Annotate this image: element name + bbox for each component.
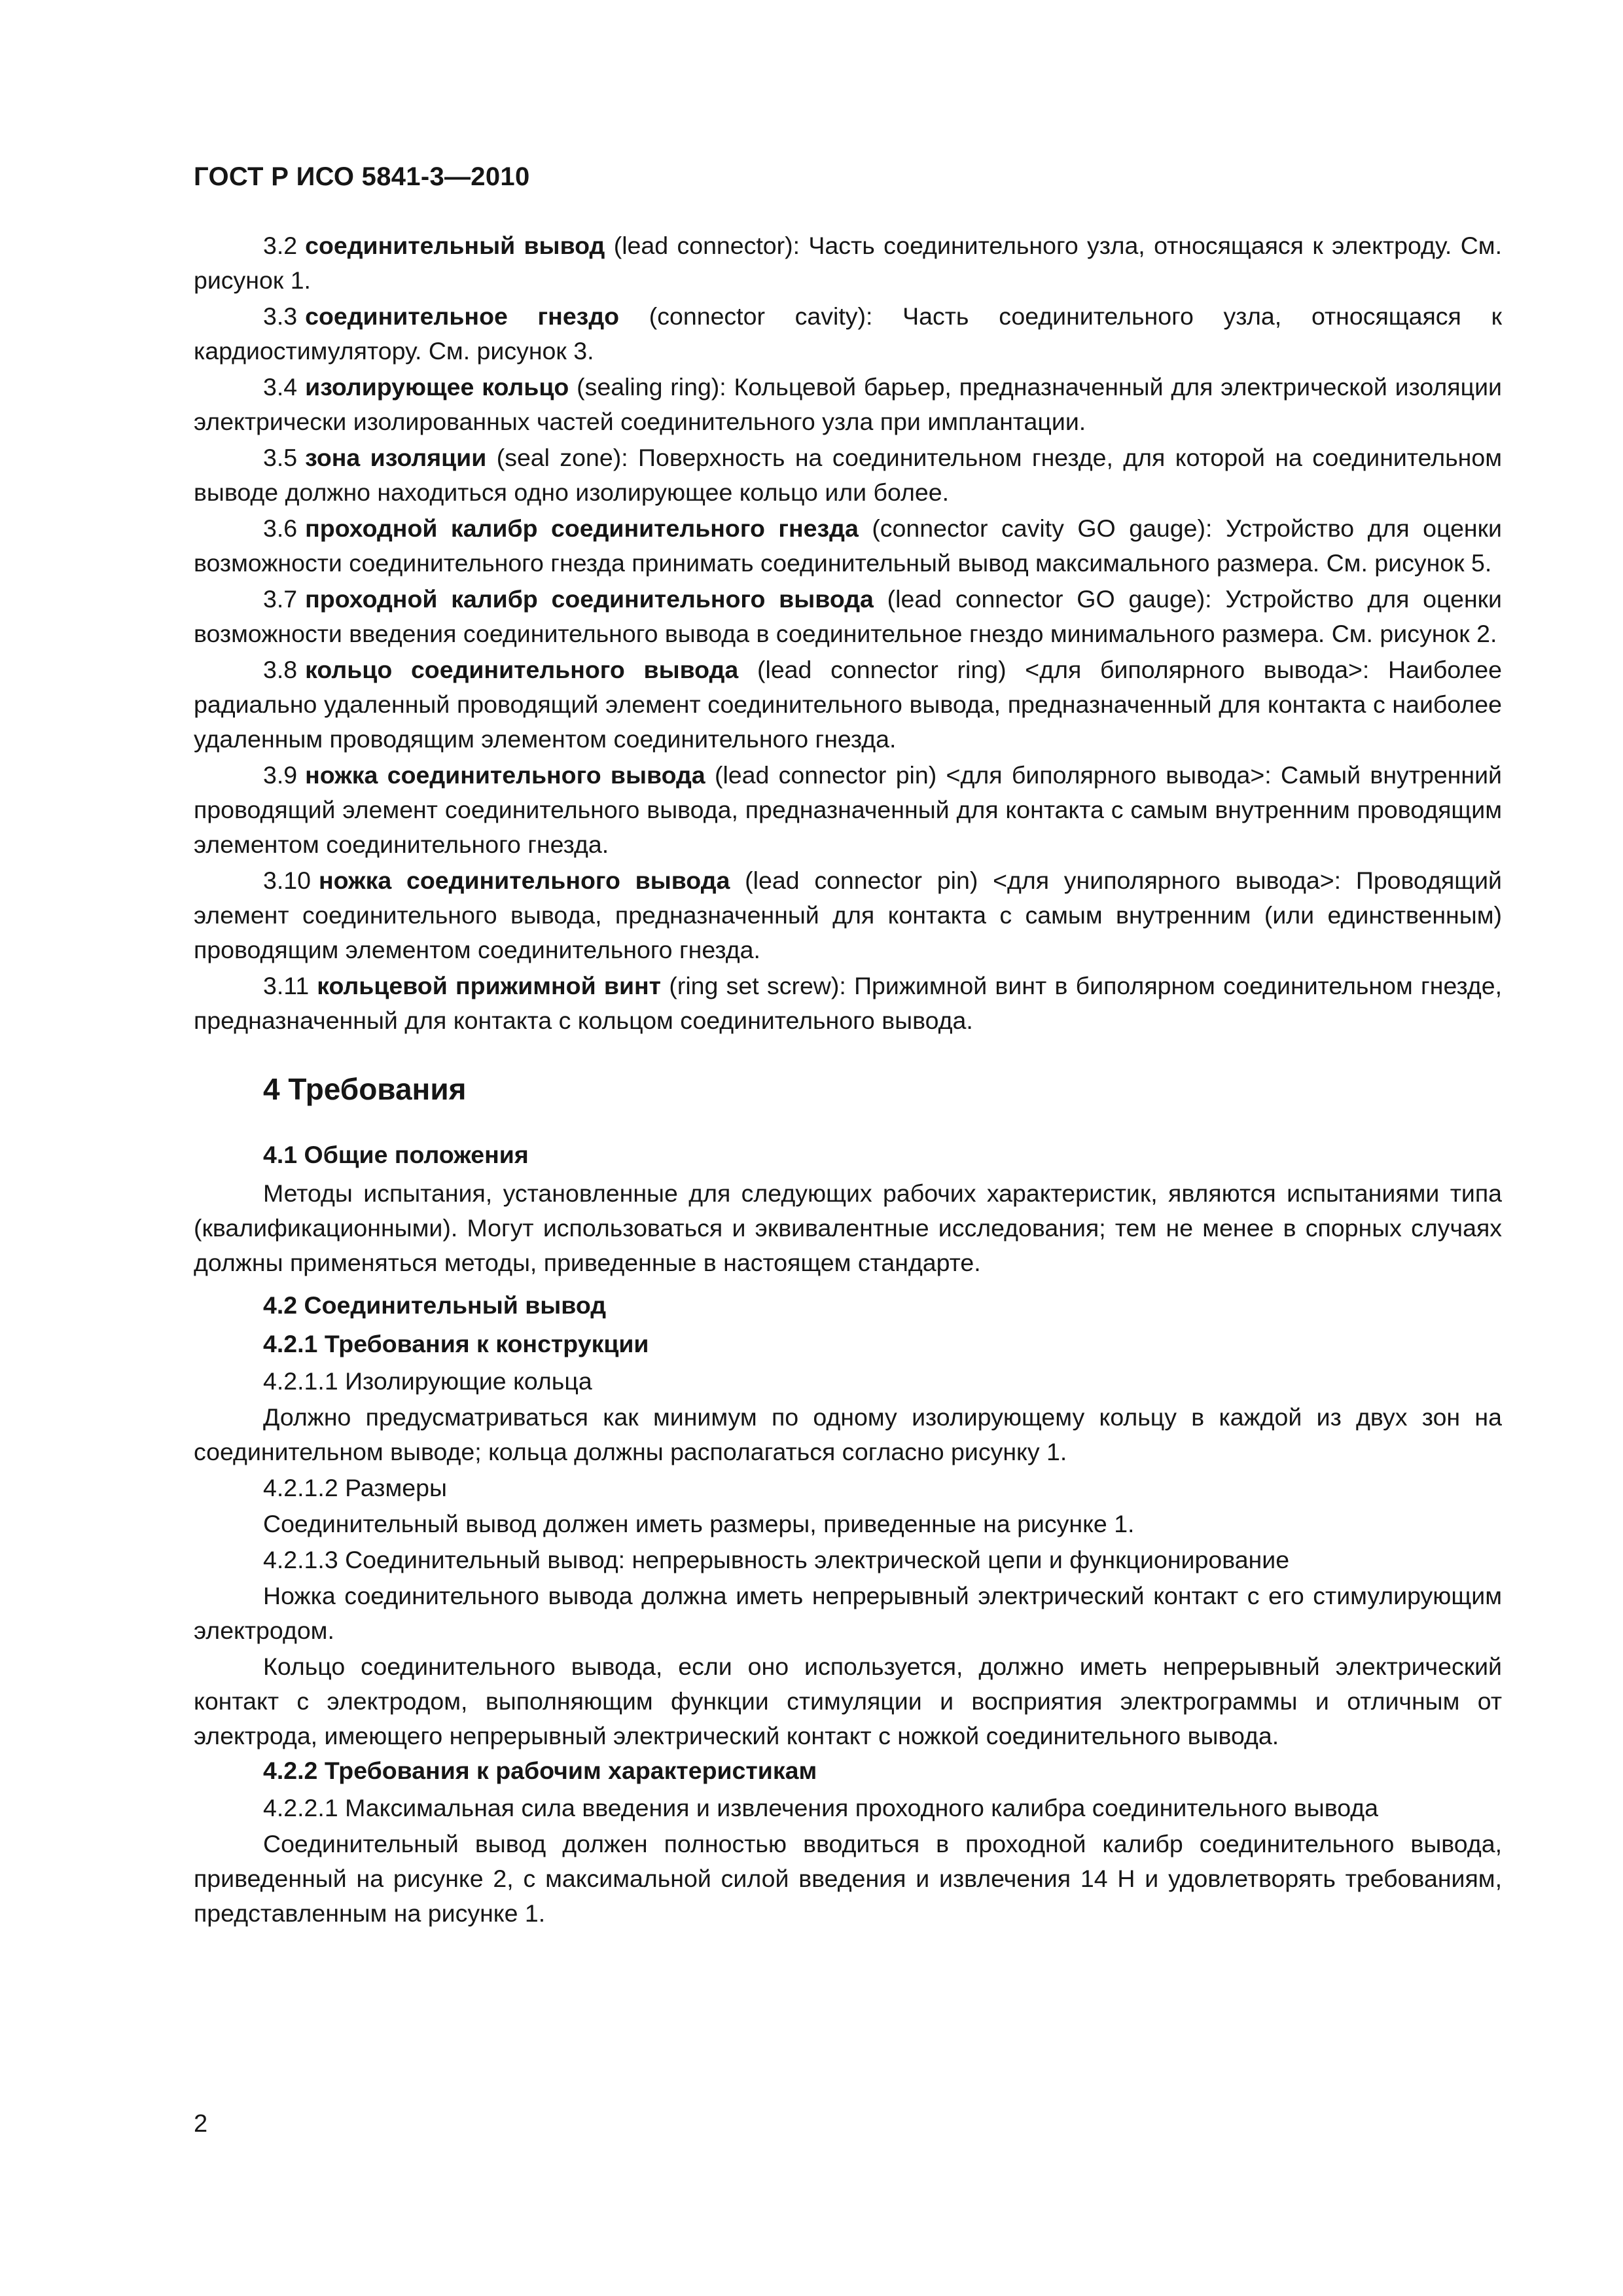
item-title-4-2-2-1: 4.2.2.1 Максимальная сила введения и извлечения проходного калибра соединительного вывода	[263, 1794, 1378, 1821]
paragraph-4-2-2-1: Соединительный вывод должен полностью вводиться в проходной калибр соединительного вывода, приведенный на рисунке 2, с максимальной силой введения и извлечения 14 Н и удовлетворять требованиям, представленным на рисунке 1.	[194, 1830, 1502, 1927]
term-number: 3.11	[263, 972, 310, 999]
term-definition	[194, 969, 1502, 1038]
term-name: проходной калибр соединительного гнезда	[305, 514, 859, 542]
term-definition-text: (connector cavity): Часть соединительного узла, относящаяся к кардиостимулятору. См. рисунок 3.	[194, 302, 1502, 365]
term-number: 3.4	[263, 373, 298, 401]
term-definition	[194, 582, 1502, 651]
term-definition	[194, 370, 1502, 439]
item-title-4-2-1-3: 4.2.1.3 Соединительный вывод: непрерывность электрической цепи и функционирование	[263, 1546, 1290, 1573]
term-definition-text: (lead connector pin) <для униполярного вывода>: Проводящий элемент соединительного вывода, предназначенный для контакта с самым внутренним (или единственным) проводящим элементом соединительного гнезда.	[194, 867, 1503, 963]
term-definition-text: (seal zone): Поверхность на соединительном гнезде, для которой на соединительном выводе должно находиться одно изолирующее кольцо или более.	[194, 444, 1502, 506]
subsection-title-4-2-1: 4.2.1 Требования к конструкции	[263, 1330, 649, 1357]
term-name: кольцо соединительного вывода	[305, 656, 739, 683]
term-definition-text: (lead connector ring) <для биполярного вывода>: Наиболее радиально удаленный проводящий элемент соединительного вывода, предназначенный для контакта с наиболее удаленным проводящим элементом соединительного гнезда.	[194, 656, 1502, 753]
term-number: 3.9	[263, 761, 298, 789]
term-definition-text: (lead connector pin) <для биполярного вывода>: Самый внутренний проводящий элемент соединительного вывода, предназначенный для контакта с самым внутренним проводящим элементом соединительного гнезда.	[194, 761, 1502, 858]
subsection-title-4-1: 4.1 Общие положения	[263, 1141, 529, 1168]
term-name: ножка соединительного вывода	[319, 867, 730, 894]
term-definition	[194, 653, 1502, 757]
paragraph-4-2-1-2: Соединительный вывод должен иметь размеры, приведенные на рисунке 1.	[263, 1510, 1135, 1537]
term-definition	[194, 299, 1502, 368]
term-name: проходной калибр соединительного вывода	[305, 585, 874, 613]
term-name: зона изоляции	[305, 444, 487, 471]
item-title-4-2-1-1: 4.2.1.1 Изолирующие кольца	[263, 1367, 592, 1395]
term-number: 3.5	[263, 444, 298, 471]
paragraph-4-2-1-1: Должно предусматриваться как минимум по одному изолирующему кольцу в каждой из двух зон на соединительном выводе; кольца должны располагаться согласно рисунку 1.	[194, 1403, 1502, 1465]
item-title-4-2-1-2: 4.2.1.2 Размеры	[263, 1474, 447, 1501]
term-name: соединительное гнездо	[305, 302, 620, 330]
term-number: 3.6	[263, 514, 298, 542]
term-name: кольцевой прижимной винт	[317, 972, 662, 999]
term-definition-text: (sealing ring): Кольцевой барьер, предназначенный для электрической изоляции электрически изолированных частей соединительного узла при имплантации.	[194, 373, 1502, 435]
term-definition	[194, 228, 1502, 298]
term-definition-text: (connector cavity GO gauge): Устройство для оценки возможности соединительного гнезда принимать соединительный вывод максимального размера. См. рисунок 5.	[194, 514, 1502, 577]
section-title: 4 Требования	[263, 1072, 467, 1106]
paragraph-4-2-1-3-a: Ножка соединительного вывода должна иметь непрерывный электрический контакт с его стимулирующим электродом.	[194, 1582, 1502, 1644]
term-name: соединительный вывод	[305, 232, 605, 259]
term-definition	[194, 511, 1502, 581]
term-definition	[194, 440, 1502, 510]
page-content	[194, 228, 1502, 1932]
term-number: 3.2	[263, 232, 298, 259]
term-name: ножка соединительного вывода	[305, 761, 705, 789]
paragraph-4-2-1-3-b: Кольцо соединительного вывода, если оно используется, должно иметь непрерывный электрический контакт с электродом, выполняющим функции стимуляции и восприятия электрограммы и отличным от электрода, имеющего непрерывный электрический контакт с ножкой соединительного вывода.	[194, 1653, 1502, 1749]
term-name: изолирующее кольцо	[305, 373, 569, 401]
term-number: 3.8	[263, 656, 298, 683]
term-number: 3.3	[263, 302, 298, 330]
standard-header: ГОСТ Р ИСО 5841-3—2010	[194, 162, 530, 191]
subsection-title-4-2-2: 4.2.2 Требования к рабочим характеристикам	[263, 1757, 817, 1784]
terms-list	[194, 228, 1502, 1038]
term-number: 3.10	[263, 867, 311, 894]
term-number: 3.7	[263, 585, 298, 613]
term-definition	[194, 863, 1502, 967]
term-definition-text: (lead connector): Часть соединительного узла, относящаяся к электроду. См. рисунок 1.	[194, 232, 1502, 294]
page-number: 2	[194, 2110, 208, 2138]
term-definition-text: (ring set screw): Прижимной винт в биполярном соединительном гнезде, предназначенный для контакта с кольцом соединительного вывода.	[194, 972, 1503, 1034]
term-definition-text: (lead connector GO gauge): Устройство для оценки возможности введения соединительного вывода в соединительное гнездо минимального размера. См. рисунок 2.	[194, 585, 1503, 647]
subsection-title-4-2: 4.2 Соединительный вывод	[263, 1291, 607, 1319]
paragraph-4-1: Методы испытания, установленные для следующих рабочих характеристик, являются испытаниями типа (квалификационными). Могут использоваться и эквивалентные исследования; тем не менее в спорных случаях должны применяться методы, приведенные в настоящем стандарте.	[194, 1179, 1502, 1276]
term-definition	[194, 758, 1502, 862]
